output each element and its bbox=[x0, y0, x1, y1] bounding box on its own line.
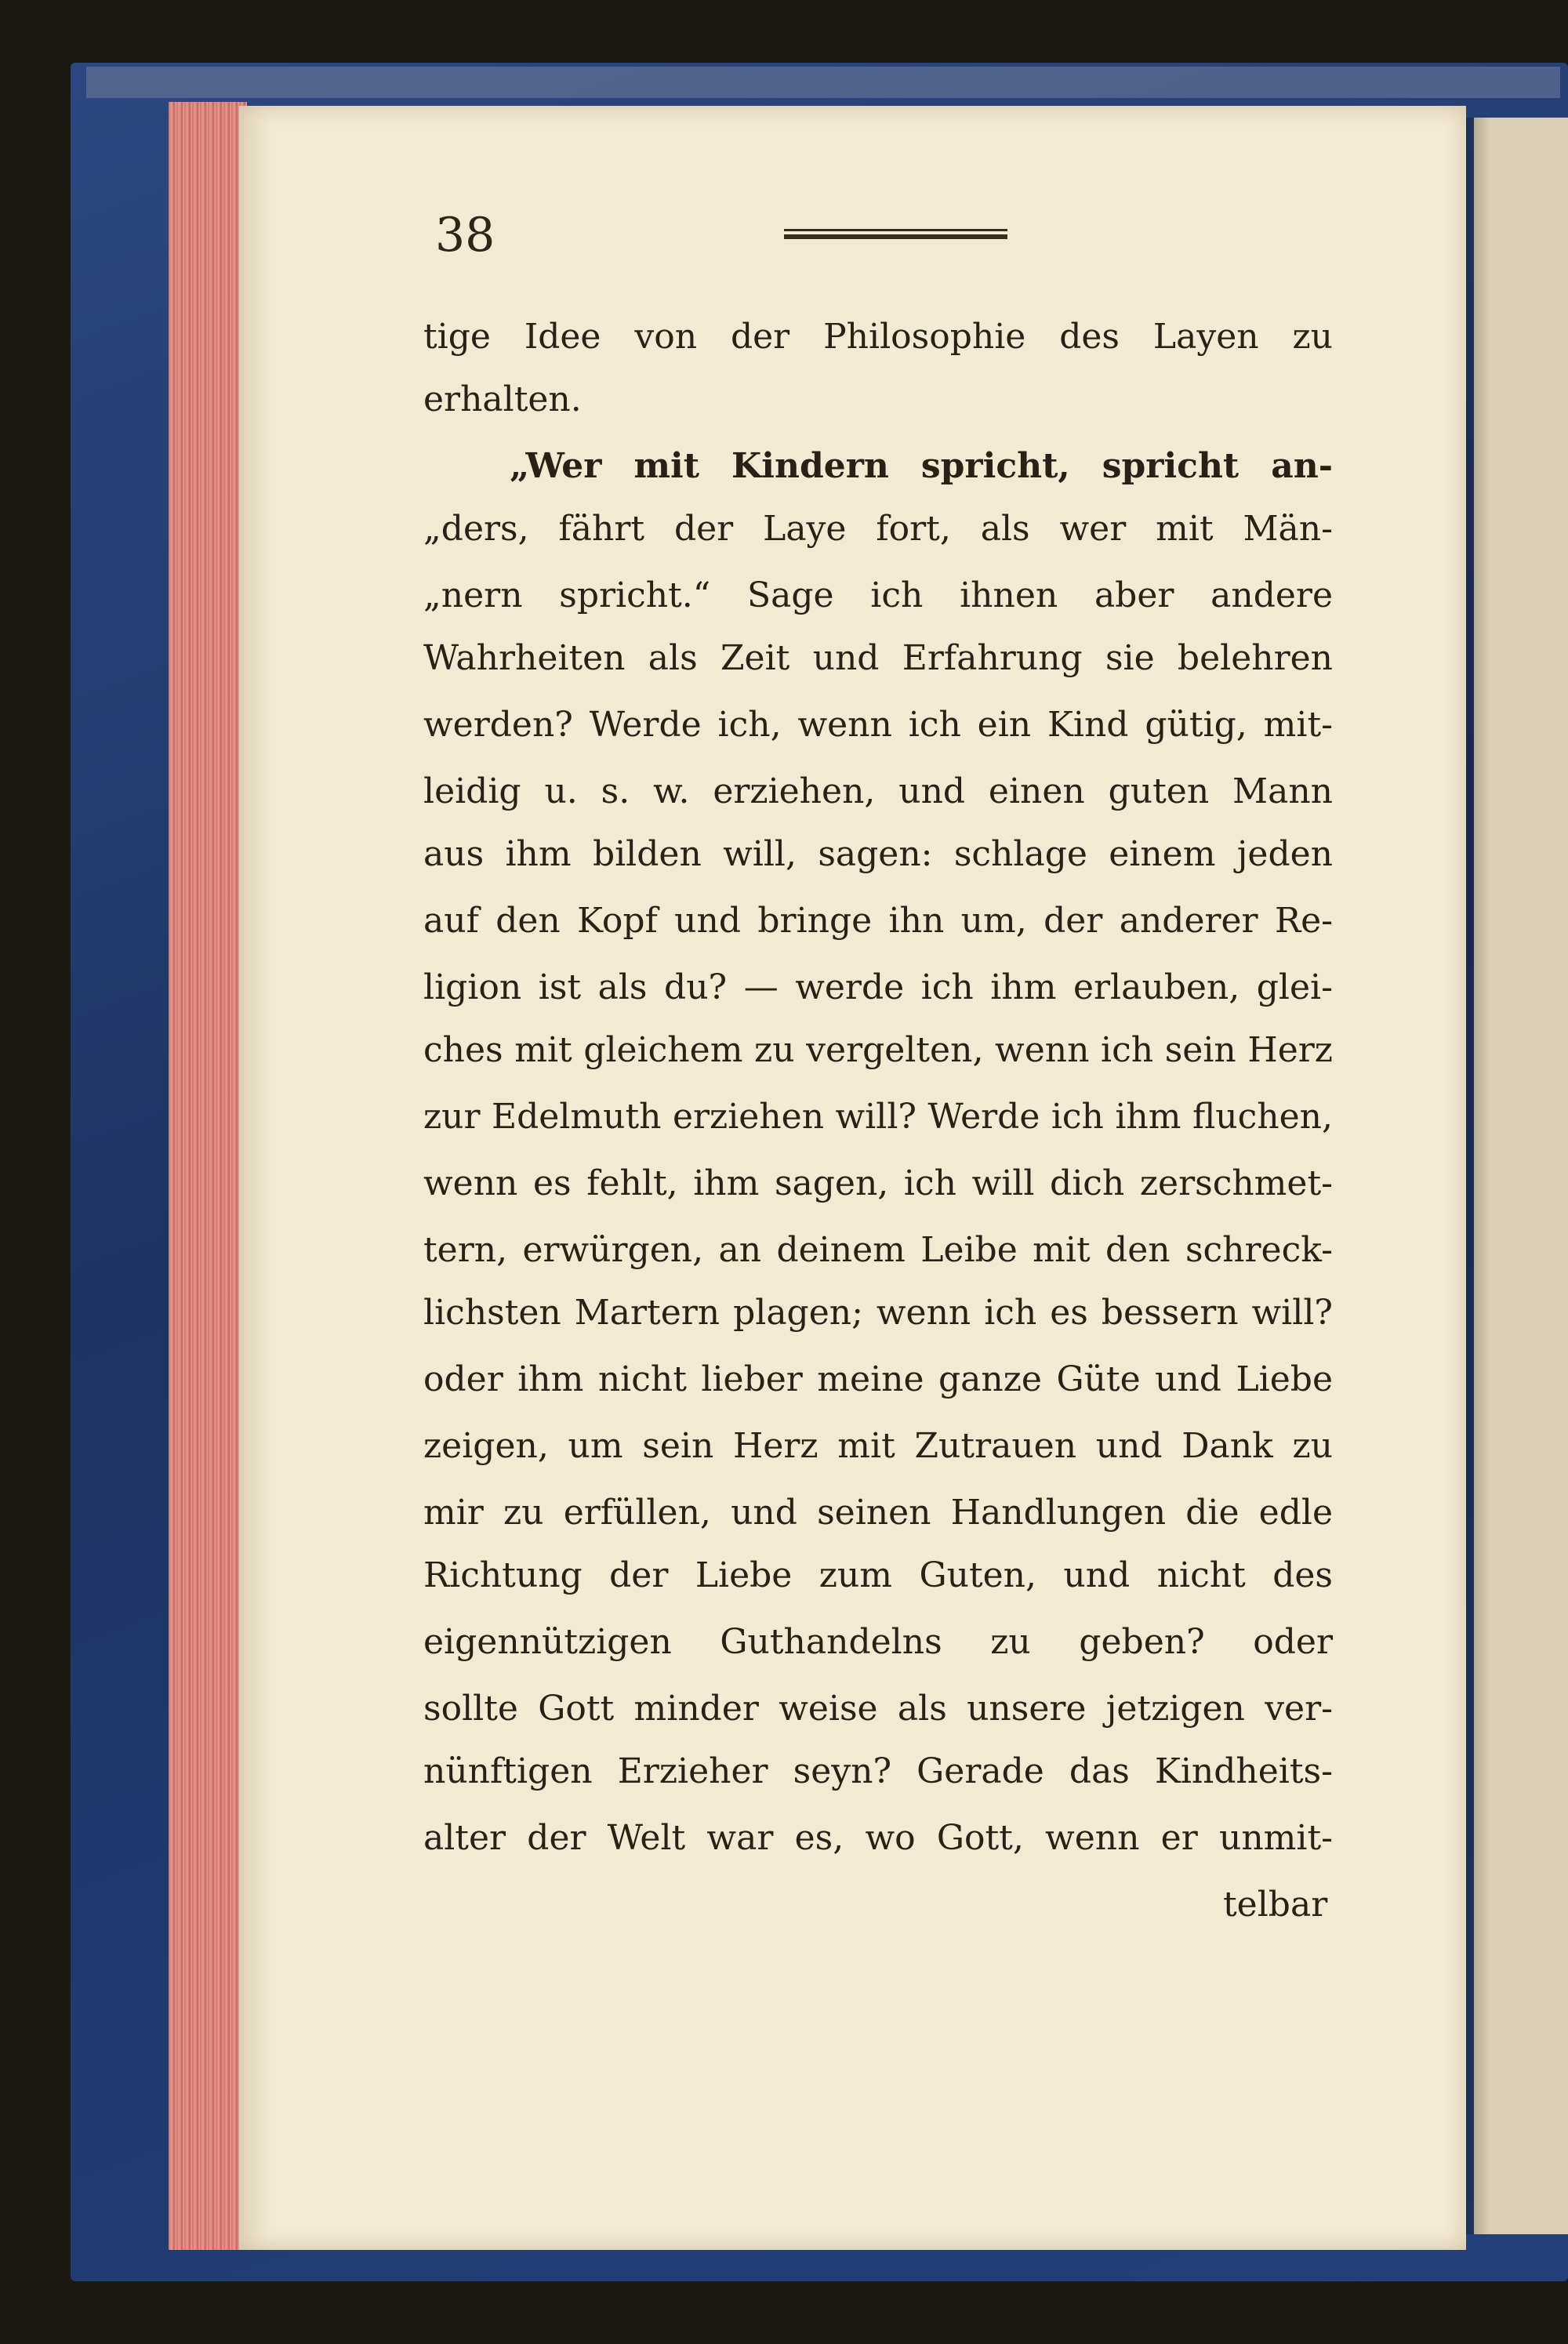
text-line: eigennützigen Guthandelns zu geben? oder bbox=[423, 1622, 1333, 1662]
text-line: auf den Kopf und bringe ihn um, der anderer Re- bbox=[423, 901, 1333, 941]
text-line: „Wer mit Kindern spricht, spricht an- bbox=[510, 446, 1333, 486]
header-rule bbox=[784, 229, 1007, 240]
text-line: „nern spricht.“ Sage ich ihnen aber andere bbox=[423, 575, 1333, 615]
text-line: Richtung der Liebe zum Guten, und nicht des bbox=[423, 1555, 1333, 1595]
text-line: wenn es fehlt, ihm sagen, ich will dich zerschmet- bbox=[423, 1163, 1333, 1203]
cover-edge bbox=[86, 67, 1560, 98]
text-line: zeigen, um sein Herz mit Zutrauen und Dank zu bbox=[423, 1426, 1333, 1466]
text-line: ligion ist als du? — werde ich ihm erlauben, glei- bbox=[423, 967, 1333, 1007]
text-line: leidig u. s. w. erziehen, und einen guten Mann bbox=[423, 771, 1333, 811]
text-line: zur Edelmuth erziehen will? Werde ich ihm fluchen, bbox=[423, 1097, 1333, 1137]
page-number: 38 bbox=[435, 208, 495, 263]
text-line: „ders, fährt der Laye fort, als wer mit Män- bbox=[423, 509, 1333, 549]
text-line: Wahrheiten als Zeit und Erfahrung sie belehren bbox=[423, 638, 1333, 678]
text-line: erhalten. bbox=[423, 379, 582, 419]
text-line: mir zu erfüllen, und seinen Handlungen die edle bbox=[423, 1493, 1333, 1533]
text-line: lichsten Martern plagen; wenn ich es bessern will? bbox=[423, 1293, 1333, 1333]
text-line: aus ihm bilden will, sagen: schlage einem jeden bbox=[423, 834, 1333, 874]
text-line: tern, erwürgen, an deinem Leibe mit den schreck- bbox=[423, 1230, 1333, 1270]
text-line: tige Idee von der Philosophie des Layen zu bbox=[423, 317, 1333, 357]
red-page-edges bbox=[169, 102, 247, 2250]
text-line: oder ihm nicht lieber meine ganze Güte und Liebe bbox=[423, 1359, 1333, 1399]
text-line: sollte Gott minder weise als unsere jetzigen ver- bbox=[423, 1689, 1333, 1729]
text-line: werden? Werde ich, wenn ich ein Kind gütig, mit- bbox=[423, 705, 1333, 745]
text-line: nünftigen Erzieher seyn? Gerade das Kindheits- bbox=[423, 1751, 1333, 1791]
text-line: ches mit gleichem zu vergelten, wenn ich sein Herz bbox=[423, 1030, 1333, 1070]
text-line: alter der Welt war es, wo Gott, wenn er unmit- bbox=[423, 1818, 1333, 1858]
catchword: telbar bbox=[1223, 1885, 1328, 1925]
